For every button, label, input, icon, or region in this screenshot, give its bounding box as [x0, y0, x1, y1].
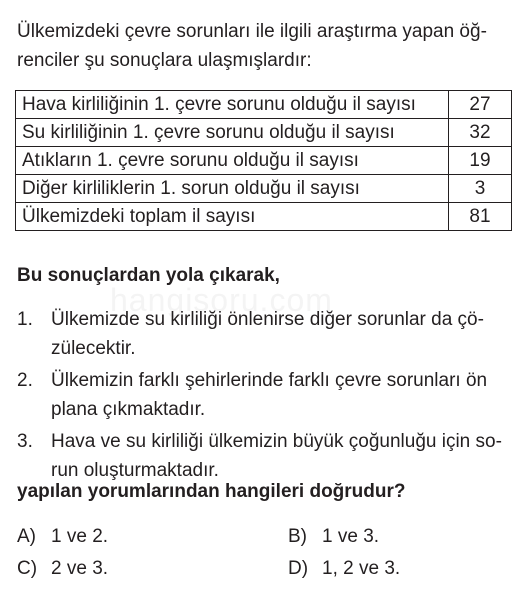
statement-item [17, 305, 517, 363]
row-value: 3 [449, 175, 512, 203]
statement-text: Hava ve su kirliliği ülkemizin büyük çoğunluğu için so-run oluşturmaktadır. [51, 431, 502, 481]
option-letter: C) [17, 558, 38, 579]
option-b[interactable] [288, 525, 379, 549]
row-label: Hava kirliliğinin 1. çevre sorunu olduğu il sayısı [16, 91, 449, 119]
option-letter: B) [288, 526, 307, 547]
row-value: 27 [449, 91, 512, 119]
option-text: 1, 2 ve 3. [322, 558, 401, 579]
row-value: 32 [449, 119, 512, 147]
option-text: 1 ve 3. [322, 526, 380, 547]
question-stem: yapılan yorumlarından hangileri doğrudur? [17, 481, 406, 502]
row-label: Su kirliliğinin 1. çevre sorunu olduğu il sayısı [16, 119, 449, 147]
table-row [16, 147, 512, 175]
option-letter: A) [17, 526, 36, 547]
row-label: Ülkemizdeki toplam il sayısı [16, 203, 449, 231]
table-row [16, 203, 512, 231]
option-text: 1 ve 2. [51, 526, 109, 547]
statement-item [17, 366, 517, 424]
statement-item [17, 427, 517, 485]
row-label: Diğer kirliliklerin 1. sorun olduğu il sayısı [16, 175, 449, 203]
watermark: hangisoru.com [110, 282, 333, 318]
table-row [16, 91, 512, 119]
option-c[interactable] [17, 557, 108, 581]
statement-number: 1. [17, 309, 33, 330]
question-intro: Ülkemizdeki çevre sorunları ile ilgili araştırma yapan öğ-renciler şu sonuçlara ulaşmışlardır: [17, 21, 487, 71]
statement-number: 2. [17, 370, 33, 391]
row-label: Atıkların 1. çevre sorunu olduğu il sayısı [16, 147, 449, 175]
row-value: 81 [449, 203, 512, 231]
option-letter: D) [288, 558, 309, 579]
table-row [16, 119, 512, 147]
option-text: 2 ve 3. [51, 558, 109, 579]
option-a[interactable] [17, 525, 108, 549]
statement-text: Ülkemizin farklı şehirlerinde farklı çevre sorunları ön plana çıkmaktadır. [51, 370, 488, 420]
option-d[interactable] [288, 557, 400, 581]
stats-table [15, 90, 512, 231]
statement-number: 3. [17, 431, 33, 452]
statement-text: Ülkemizde su kirliliği önlenirse diğer sorunlar da çö-zülecektir. [51, 309, 484, 359]
table-row [16, 175, 512, 203]
statement-list [17, 305, 517, 488]
row-value: 19 [449, 147, 512, 175]
lead-text: Bu sonuçlardan yola çıkarak, [17, 265, 280, 286]
